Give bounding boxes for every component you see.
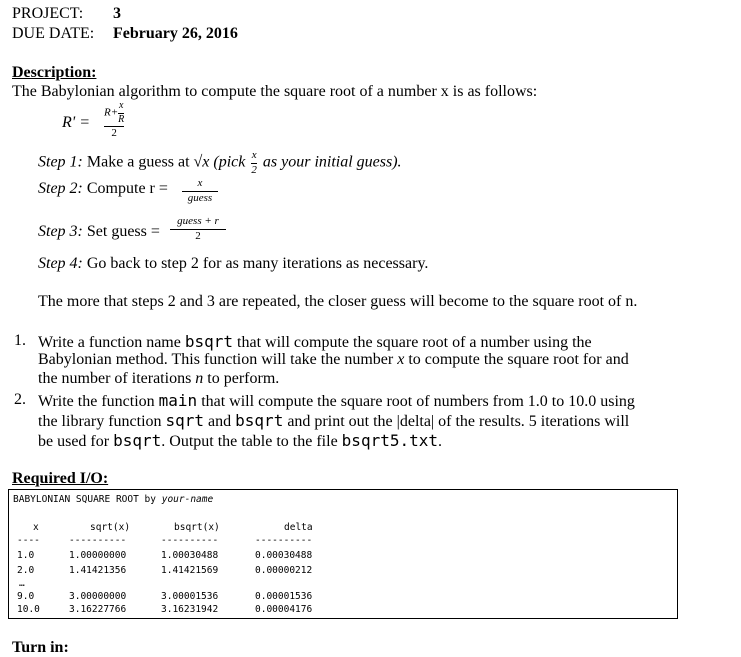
list-item-1-line-3 bbox=[38, 370, 279, 388]
dash-bsqrt: ---------- bbox=[161, 535, 219, 546]
step-3-text: Set guess = bbox=[82, 223, 160, 240]
cell: 1.00030488 bbox=[161, 550, 219, 561]
step-3-label: Step 3: bbox=[38, 223, 83, 240]
cell: 3.16227766 bbox=[69, 604, 127, 615]
col-header-sqrt: sqrt(x) bbox=[90, 522, 131, 533]
repeat-note: The more that steps 2 and 3 are repeated, the closer guess will become to the square root of n. bbox=[38, 293, 638, 310]
cell: 9.0 bbox=[17, 591, 35, 602]
code-main: main bbox=[158, 391, 198, 410]
list-item-2-line-1 bbox=[38, 391, 635, 411]
ellipsis-cell: … bbox=[19, 578, 25, 589]
step-2-label: Step 2: bbox=[38, 180, 83, 197]
cell: 1.41421356 bbox=[69, 565, 127, 576]
list-item-1-line-2 bbox=[38, 351, 629, 369]
step-2-fraction bbox=[182, 178, 218, 204]
cell: 3.16231942 bbox=[161, 604, 219, 615]
output-table-title bbox=[13, 494, 213, 505]
project-label: PROJECT: bbox=[12, 5, 84, 22]
description-intro: The Babylonian algorithm to compute the square root of a number x is as follows: bbox=[12, 83, 538, 100]
step-1-text: Make a guess at bbox=[82, 153, 194, 171]
step-1-tail: as your initial guess). bbox=[258, 153, 402, 171]
text: the number of iterations bbox=[38, 370, 196, 387]
text: BABYLONIAN SQUARE ROOT by bbox=[13, 494, 162, 505]
due-date-label: DUE DATE: bbox=[12, 25, 95, 42]
list-item-2-number: 2. bbox=[14, 391, 26, 408]
cell: 0.00004176 bbox=[255, 604, 313, 615]
sqrt-x-symbol: √x bbox=[193, 153, 210, 171]
formula-inner-den: R bbox=[118, 113, 125, 125]
cell: 1.41421569 bbox=[161, 565, 219, 576]
step-4-text: Go back to step 2 for as many iterations as necessary. bbox=[82, 255, 429, 272]
text: Babylonian method. This function will take the number bbox=[38, 351, 398, 368]
text: your-name bbox=[161, 494, 214, 505]
cell: 3.00001536 bbox=[161, 591, 219, 602]
cell: 0.00030488 bbox=[255, 550, 313, 561]
step-4 bbox=[38, 255, 428, 273]
step-2-num: x bbox=[197, 177, 203, 189]
code-bsqrt: bsqrt bbox=[235, 411, 284, 430]
step-1-pick: (pick bbox=[209, 153, 250, 171]
step-2 bbox=[38, 180, 168, 198]
step-3-fraction bbox=[170, 216, 226, 242]
code-sqrt: sqrt bbox=[165, 411, 205, 430]
dash-sqrt: ---------- bbox=[69, 535, 127, 546]
due-date-value: February 26, 2016 bbox=[113, 25, 238, 42]
formula-inner-num: x bbox=[118, 100, 124, 111]
step-1-label: Step 1: bbox=[38, 153, 83, 171]
step-1 bbox=[38, 150, 402, 176]
text: Write a function name bbox=[38, 334, 185, 351]
cell: 1.0 bbox=[17, 550, 35, 561]
step-3-den: 2 bbox=[195, 229, 201, 242]
pick-num: x bbox=[251, 149, 257, 161]
text: . bbox=[438, 433, 442, 450]
text: and print out the |delta| of the results. 5 iterations will bbox=[283, 413, 630, 430]
code-filename: bsqrt5.txt bbox=[341, 431, 438, 450]
text: and bbox=[204, 413, 236, 430]
formula-numerator: R+ bbox=[104, 106, 119, 119]
text: to perform. bbox=[203, 370, 280, 387]
step-2-text: Compute r = bbox=[82, 180, 168, 197]
cell: 0.00000212 bbox=[255, 565, 313, 576]
text: the library function bbox=[38, 413, 166, 430]
formula-lhs: R' = bbox=[62, 114, 90, 131]
cell: 0.00001536 bbox=[255, 591, 313, 602]
cell: 1.00000000 bbox=[69, 550, 127, 561]
cell: 10.0 bbox=[17, 604, 40, 615]
code-bsqrt: bsqrt bbox=[113, 431, 162, 450]
pick-den: 2 bbox=[251, 163, 257, 176]
text: that will compute the square root of a number using the bbox=[233, 334, 592, 351]
required-io-heading: Required I/O: bbox=[12, 470, 109, 487]
output-table-box bbox=[8, 489, 678, 619]
dash-delta: ---------- bbox=[255, 535, 313, 546]
text: that will compute the square root of numbers from 1.0 to 10.0 using bbox=[197, 393, 635, 410]
list-item-2-line-3 bbox=[38, 431, 442, 451]
var-x: x bbox=[397, 351, 405, 368]
text: . Output the table to the file bbox=[161, 433, 342, 450]
turn-in-heading: Turn in: bbox=[12, 639, 69, 656]
col-header-x: x bbox=[33, 522, 39, 533]
list-item-2-line-2 bbox=[38, 411, 629, 431]
project-number: 3 bbox=[113, 5, 121, 22]
col-header-bsqrt: bsqrt(x) bbox=[174, 522, 220, 533]
cell: 3.00000000 bbox=[69, 591, 127, 602]
babylonian-formula bbox=[104, 101, 124, 140]
var-n: n bbox=[195, 370, 204, 387]
step-3 bbox=[38, 223, 160, 241]
text: Write the function bbox=[38, 393, 159, 410]
col-header-delta: delta bbox=[284, 522, 313, 533]
list-item-1-number: 1. bbox=[14, 332, 26, 349]
dash-x: ---- bbox=[17, 535, 40, 546]
step-4-label: Step 4: bbox=[38, 255, 83, 272]
code-bsqrt: bsqrt bbox=[184, 332, 234, 351]
text: be used for bbox=[38, 433, 114, 450]
cell: 2.0 bbox=[17, 565, 35, 576]
step-2-den: guess bbox=[187, 191, 213, 204]
step-3-num: guess + r bbox=[177, 215, 219, 227]
description-heading: Description: bbox=[12, 64, 97, 81]
formula-denominator: 2 bbox=[111, 127, 117, 139]
list-item-1-line-1 bbox=[38, 332, 592, 352]
text: to compute the square root for and bbox=[404, 351, 629, 368]
